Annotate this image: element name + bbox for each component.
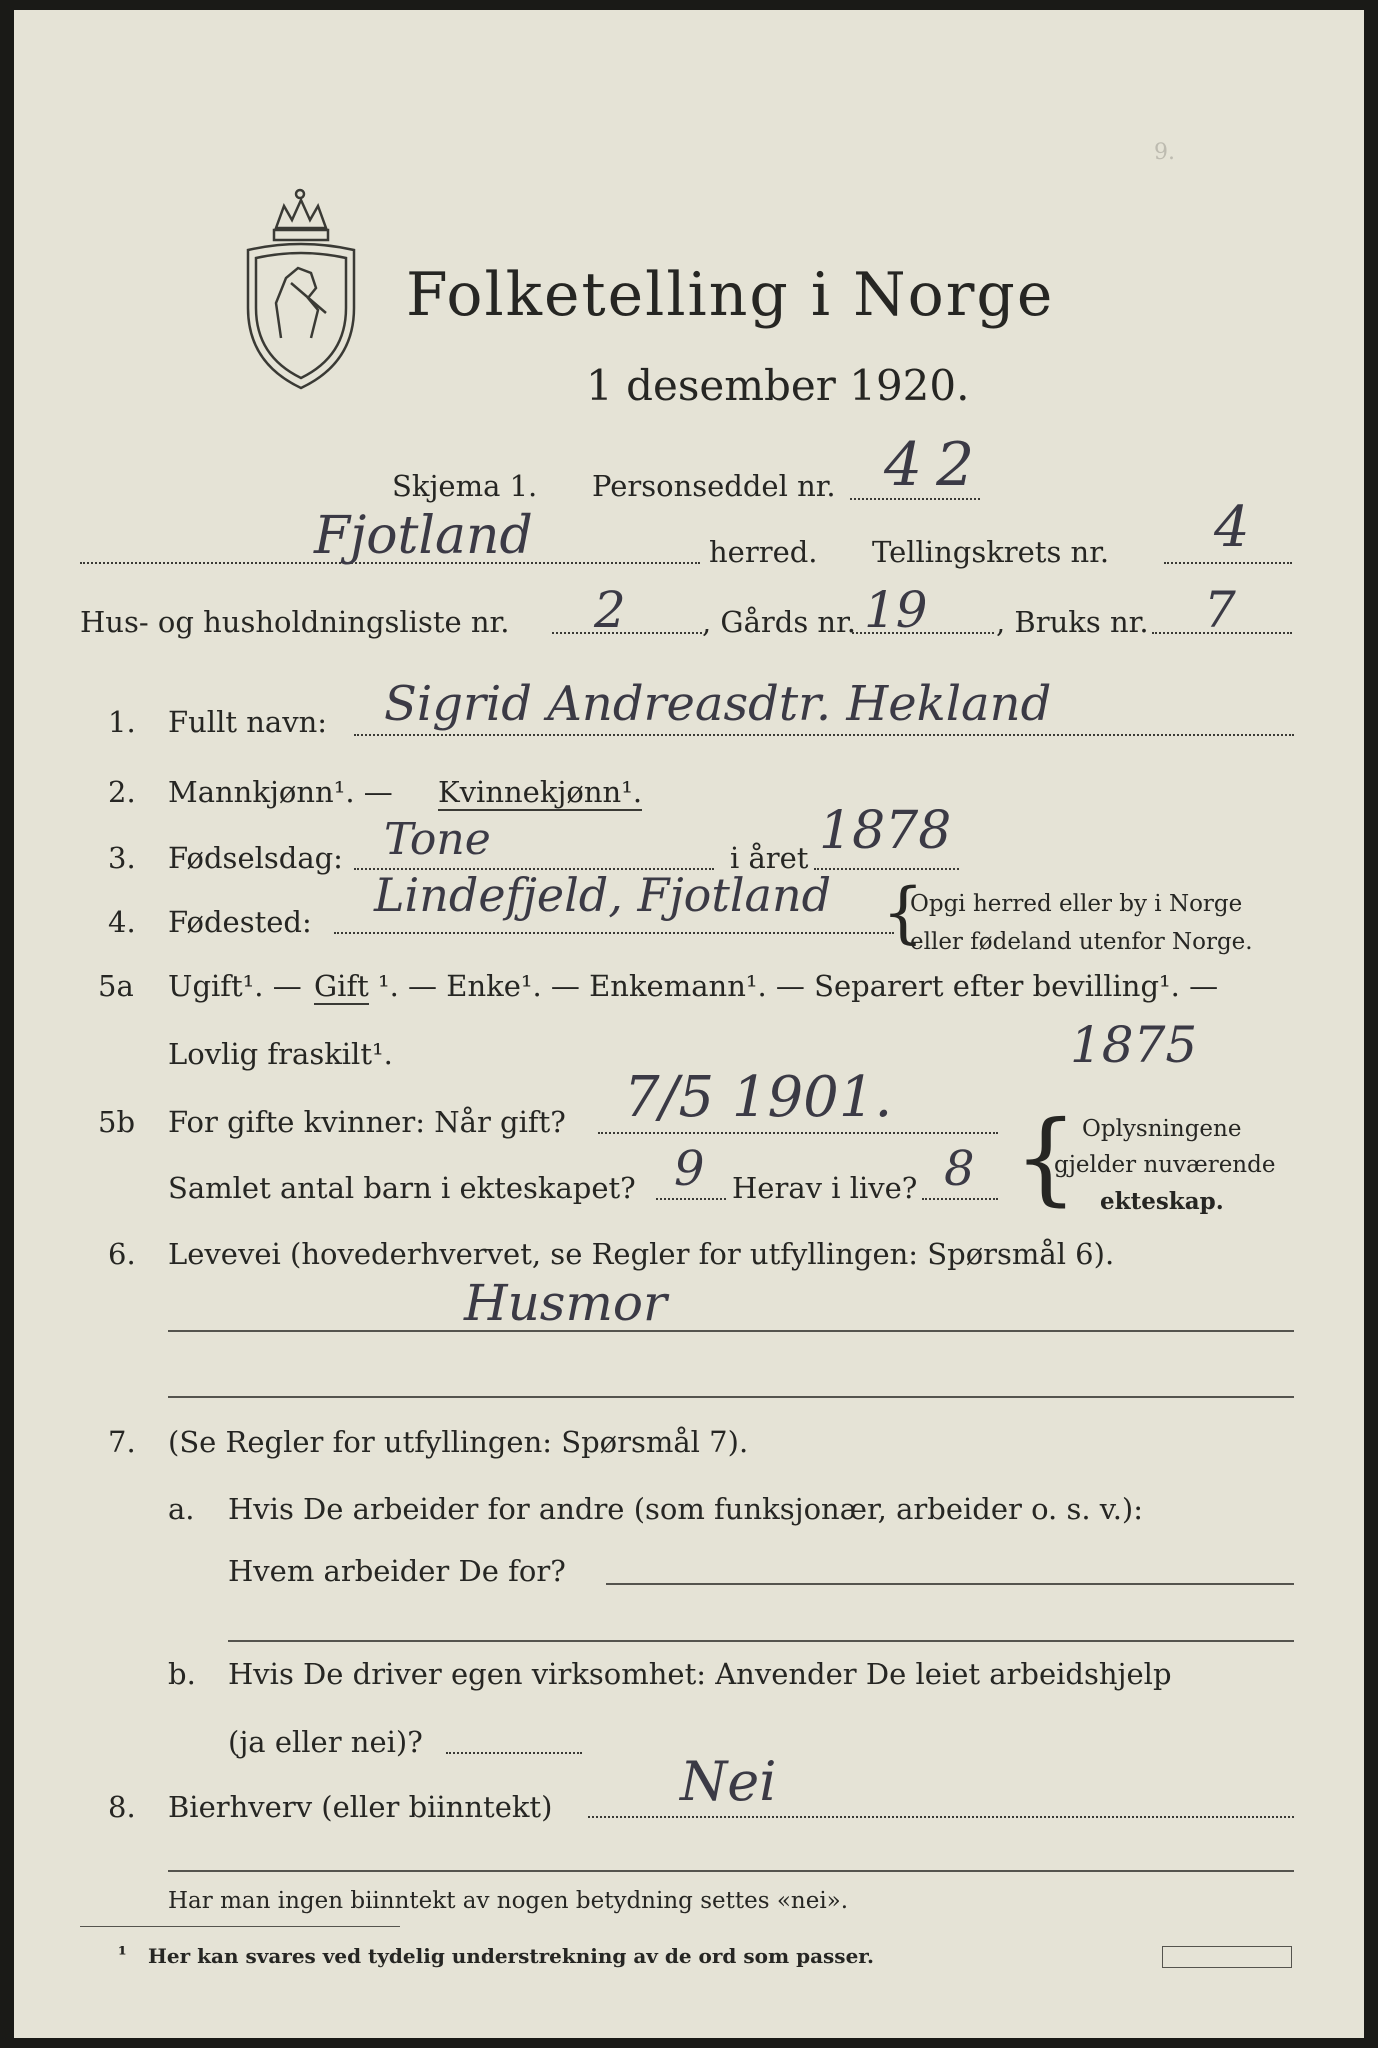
q2-kvinnekjonn[interactable]: Kvinnekjønn¹.	[438, 775, 643, 809]
herred-value[interactable]: Fjotland	[314, 506, 533, 566]
q5b-note-line1: Oplysningene	[1082, 1116, 1242, 1142]
q5b-line	[598, 1132, 998, 1134]
q7b-letter: b.	[168, 1657, 196, 1691]
q1-line	[354, 734, 1294, 736]
q8-answer-line	[588, 1816, 1294, 1818]
q7b-text: Hvis De driver egen virksomhet: Anvender De leiet arbeidshjelp	[228, 1657, 1172, 1691]
q4-value[interactable]: Lindefjeld, Fjotland	[374, 868, 832, 922]
q5a-margin-note: 1875	[1070, 1016, 1198, 1074]
q6-line1	[168, 1330, 1294, 1332]
q7a-letter: a.	[168, 1492, 195, 1526]
q5a-gift[interactable]: Gift	[314, 969, 369, 1003]
q7-label: (Se Regler for utfyllingen: Spørsmål 7).	[168, 1425, 749, 1459]
q1-label: Fullt navn:	[168, 705, 328, 739]
q7-number: 7.	[108, 1425, 136, 1459]
herred-label: herred.	[709, 535, 818, 569]
tellingskrets-label: Tellingskrets nr.	[872, 535, 1110, 569]
form-date: 1 desember 1920.	[586, 361, 970, 410]
bruks-label: , Bruks nr.	[996, 605, 1149, 639]
q7a-question: Hvem arbeider De for?	[228, 1554, 566, 1588]
q1-number: 1.	[108, 705, 136, 739]
q5a-number: 5a	[98, 969, 134, 1003]
q7a-answer-line1	[606, 1583, 1294, 1585]
bruks-value[interactable]: 7	[1204, 581, 1236, 639]
q5b-barn-value[interactable]: 9	[674, 1141, 705, 1197]
q3-year-value[interactable]: 1878	[819, 801, 952, 861]
norway-coat-of-arms-icon	[236, 188, 366, 398]
personseddel-label: Personseddel nr.	[592, 469, 836, 503]
q7a-text: Hvis De arbeider for andre (som funksjonær, arbeider o. s. v.):	[228, 1492, 1144, 1526]
q6-number: 6.	[108, 1237, 136, 1271]
q3-number: 3.	[108, 841, 136, 875]
q4-note-line2: eller fødeland utenfor Norge.	[910, 929, 1253, 955]
gards-value[interactable]: 19	[864, 581, 928, 639]
personseddel-value[interactable]: 42	[884, 430, 989, 500]
q5a-ugift: Ugift¹. —	[168, 969, 302, 1003]
q6-value[interactable]: Husmor	[464, 1274, 667, 1332]
q6-line2	[168, 1396, 1294, 1398]
q7a-answer-line2	[228, 1640, 1294, 1642]
q4-number: 4.	[108, 905, 136, 939]
q5b-barn-label: Samlet antal barn i ekteskapet?	[168, 1171, 636, 1205]
census-form	[14, 10, 1364, 2038]
q5b-number: 5b	[98, 1105, 136, 1139]
footnote-text: Her kan svares ved tydelig understrekning av de ord som passer.	[148, 1944, 874, 1968]
bleed-through: 9.	[1154, 140, 1175, 165]
q7b-question: (ja eller nei)?	[228, 1725, 423, 1759]
q5b-live-value[interactable]: 8	[944, 1141, 975, 1197]
q7b-answer-line	[446, 1752, 582, 1754]
q5a-lovlig-fraskilt: Lovlig fraskilt¹.	[168, 1037, 393, 1071]
q2-mannkjonn: Mannkjønn¹. —	[168, 775, 393, 809]
q1-value[interactable]: Sigrid Andreasdtr. Hekland	[384, 676, 1052, 732]
q8-label: Bierhverv (eller biinntekt)	[168, 1790, 553, 1824]
q3-year-label: i året	[730, 841, 809, 875]
q3-label: Fødselsdag:	[168, 841, 343, 875]
q5b-barn-line	[656, 1198, 726, 1200]
tellingskrets-line	[1164, 562, 1292, 564]
skjema-label: Skjema 1.	[392, 469, 538, 503]
hus-label: Hus- og husholdningsliste nr.	[80, 605, 510, 639]
gards-label: , Gårds nr.	[702, 605, 856, 639]
q5b-label: For gifte kvinner: Når gift?	[168, 1105, 566, 1139]
form-title: Folketelling i Norge	[406, 260, 1055, 330]
q8-number: 8.	[108, 1790, 136, 1824]
q8-line2	[168, 1870, 1294, 1872]
footnote-mark: ¹	[118, 1942, 127, 1966]
q3-value[interactable]: Tone	[384, 814, 491, 865]
q8-value[interactable]: Nei	[680, 1750, 777, 1813]
q5b-brace: {	[1014, 1099, 1078, 1216]
q5b-live-line	[922, 1198, 998, 1200]
q4-brace: {	[882, 874, 924, 951]
footnote-rule	[80, 1926, 400, 1927]
biinntekt-note: Har man ingen biinntekt av nogen betydning settes «nei».	[168, 1888, 849, 1914]
q4-label: Fødested:	[168, 905, 312, 939]
q5b-live-label: Herav i live?	[732, 1171, 918, 1205]
q5a-rest: ¹. — Enke¹. — Enkemann¹. — Separert efter bevilling¹. —	[378, 969, 1219, 1003]
q4-note-line1: Opgi herred eller by i Norge	[910, 891, 1243, 917]
hus-value[interactable]: 2	[594, 581, 626, 639]
q5b-note-line2: gjelder nuværende	[1054, 1152, 1276, 1178]
hus-line	[552, 632, 702, 634]
q5b-note-line3: ekteskap.	[1100, 1188, 1224, 1215]
tellingskrets-value[interactable]: 4	[1214, 495, 1250, 560]
q5b-value[interactable]: 7/5 1901.	[624, 1065, 893, 1130]
printer-stamp	[1162, 1946, 1292, 1968]
q3-year-line	[814, 868, 959, 870]
q6-label: Levevei (hovederhvervet, se Regler for utfyllingen: Spørsmål 6).	[168, 1237, 1115, 1271]
q2-number: 2.	[108, 775, 136, 809]
q4-line	[334, 932, 894, 934]
